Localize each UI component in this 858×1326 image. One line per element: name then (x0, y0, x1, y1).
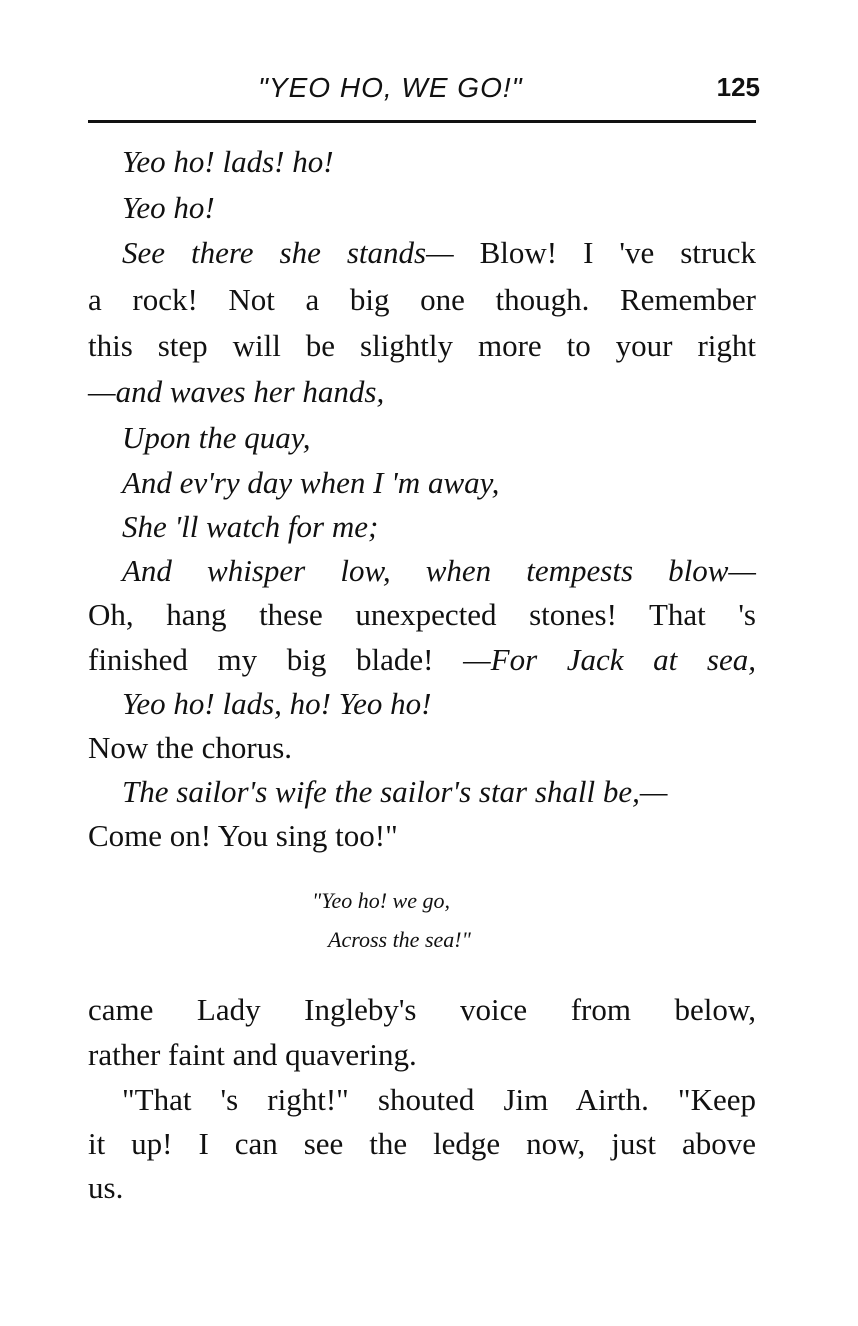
text-line: Yeo ho! lads, ho! Yeo ho! (122, 686, 432, 721)
text-line: Upon the quay, (122, 420, 311, 455)
text-span: finished my big blade! (88, 642, 464, 677)
text-span: Blow! I 've struck (453, 235, 756, 270)
text-line (122, 233, 756, 273)
text-span: See there she stands— (122, 235, 454, 270)
text-line: Yeo ho! (122, 190, 215, 225)
text-line: And whisper low, when tempests blow— (122, 553, 756, 588)
text-line: Yeo ho! lads! ho! (122, 144, 334, 179)
running-head-title: "YEO HO, WE GO!" (258, 72, 523, 103)
text-line: "That 's right!" shouted Jim Airth. "Keep (122, 1082, 756, 1117)
text-line: And ev'ry day when I 'm away, (122, 465, 500, 500)
text-line: Oh, hang these unexpected stones! That 's (88, 597, 756, 632)
page-number: 125 (716, 72, 760, 102)
text-line: it up! I can see the ledge now, just above (88, 1126, 756, 1161)
text-line: The sailor's wife the sailor's star shall be,— (122, 774, 668, 809)
text-line: Come on! You sing too!" (88, 818, 398, 853)
text-line: —and waves her hands, (88, 374, 385, 409)
text-line: this step will be slightly more to your right (88, 328, 756, 363)
song-line: Across the sea!" (328, 927, 471, 952)
text-line (88, 640, 756, 680)
text-line: us. (88, 1170, 124, 1205)
text-line: Now the chorus. (88, 730, 293, 765)
header-rule (88, 120, 756, 123)
text-line: rather faint and quavering. (88, 1037, 417, 1072)
text-line: She 'll watch for me; (122, 509, 379, 544)
text-span: —For Jack at sea, (463, 642, 756, 677)
text-line: a rock! Not a big one though. Remember (88, 282, 756, 317)
song-line: "Yeo ho! we go, (312, 888, 450, 913)
text-line: came Lady Ingleby's voice from below, (88, 992, 756, 1027)
